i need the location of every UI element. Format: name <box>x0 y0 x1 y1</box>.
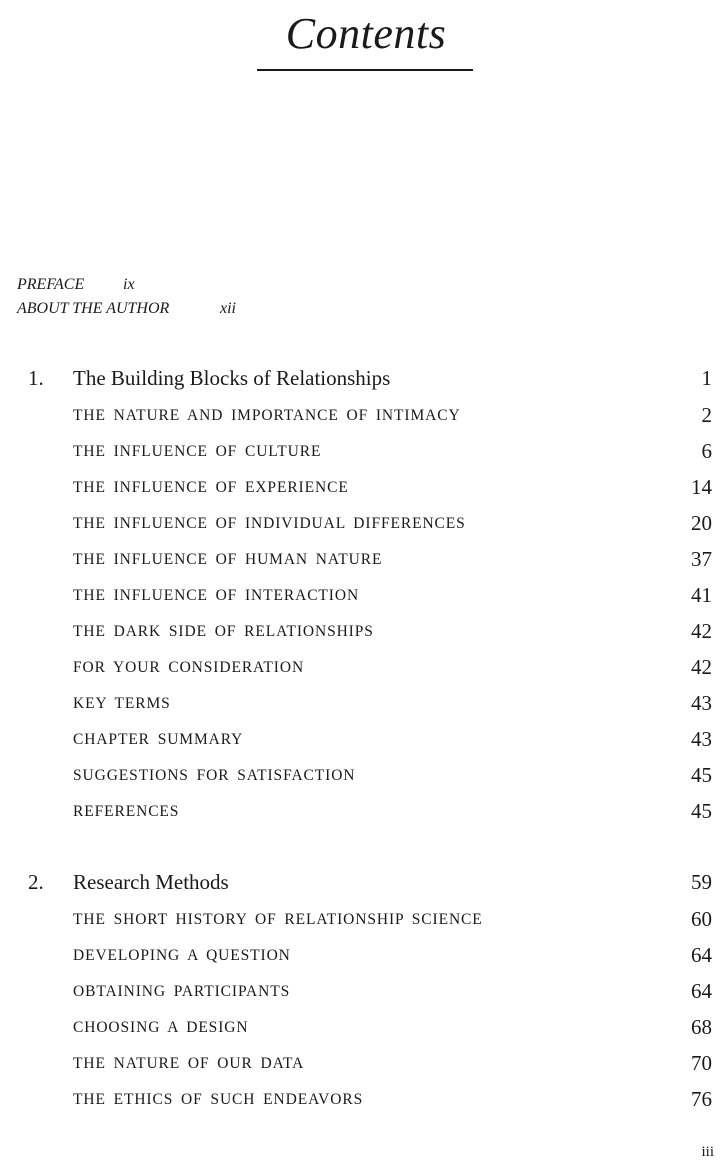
section-page: 64 <box>691 943 712 967</box>
title-underline <box>257 69 473 71</box>
chapter-title: The Building Blocks of Relationships <box>73 366 391 390</box>
section-title: KEY TERMS <box>73 695 171 712</box>
section-page: 43 <box>691 691 712 715</box>
section-title: OBTAINING PARTICIPANTS <box>73 983 291 1000</box>
chapter-page: 59 <box>691 870 712 894</box>
section-title: THE INFLUENCE OF INDIVIDUAL DIFFERENCES <box>73 515 466 532</box>
page-number: iii <box>701 1144 714 1160</box>
toc-section-entry[interactable] <box>0 1087 724 1113</box>
toc-section-entry[interactable] <box>0 1051 724 1077</box>
toc-section-entry[interactable] <box>0 727 724 753</box>
toc-section-entry[interactable] <box>0 943 724 969</box>
section-title: THE DARK SIDE OF RELATIONSHIPS <box>73 623 374 640</box>
toc-section-entry[interactable] <box>0 799 724 825</box>
section-title: CHOOSING A DESIGN <box>73 1019 249 1036</box>
toc-section-entry[interactable] <box>0 547 724 573</box>
section-title: THE INFLUENCE OF INTERACTION <box>73 587 360 604</box>
section-title: FOR YOUR CONSIDERATION <box>73 659 305 676</box>
section-page: 41 <box>691 583 712 607</box>
page-title: Contents <box>285 9 447 58</box>
toc-section-entry[interactable] <box>0 403 724 429</box>
toc-section-entry[interactable] <box>0 583 724 609</box>
section-page: 60 <box>691 907 712 931</box>
front-matter-label: ABOUT THE AUTHOR <box>17 300 170 317</box>
chapter-title: Research Methods <box>73 870 229 894</box>
section-page: 64 <box>691 979 712 1003</box>
section-page: 6 <box>701 439 712 463</box>
chapter-number: 1. <box>28 366 44 390</box>
front-matter-page: xii <box>220 300 236 317</box>
chapter-page: 1 <box>701 366 712 390</box>
section-page: 42 <box>691 655 712 679</box>
toc-section-entry[interactable] <box>0 763 724 789</box>
chapter-1-entry[interactable] <box>0 366 724 396</box>
section-page: 45 <box>691 799 712 823</box>
toc-section-entry[interactable] <box>0 619 724 645</box>
toc-section-entry[interactable] <box>0 691 724 717</box>
section-title: SUGGESTIONS FOR SATISFACTION <box>73 767 356 784</box>
section-title: REFERENCES <box>73 803 180 820</box>
section-page: 68 <box>691 1015 712 1039</box>
front-matter-preface[interactable] <box>17 276 135 294</box>
section-title: DEVELOPING A QUESTION <box>73 947 291 964</box>
section-title: THE ETHICS OF SUCH ENDEAVORS <box>73 1091 364 1108</box>
section-title: THE INFLUENCE OF EXPERIENCE <box>73 479 349 496</box>
chapter-2-entry[interactable] <box>0 870 724 900</box>
section-page: 14 <box>691 475 712 499</box>
section-page: 20 <box>691 511 712 535</box>
chapter-number: 2. <box>28 870 44 894</box>
toc-section-entry[interactable] <box>0 439 724 465</box>
toc-section-entry[interactable] <box>0 475 724 501</box>
section-page: 43 <box>691 727 712 751</box>
section-page: 37 <box>691 547 712 571</box>
toc-section-entry[interactable] <box>0 1015 724 1041</box>
front-matter-page: ix <box>123 276 135 293</box>
front-matter-label: PREFACE <box>17 276 85 293</box>
section-title: CHAPTER SUMMARY <box>73 731 244 748</box>
section-title: THE INFLUENCE OF HUMAN NATURE <box>73 551 383 568</box>
section-page: 2 <box>701 403 712 427</box>
toc-section-entry[interactable] <box>0 511 724 537</box>
toc-section-entry[interactable] <box>0 655 724 681</box>
section-title: THE SHORT HISTORY OF RELATIONSHIP SCIENCE <box>73 911 483 928</box>
section-title: THE NATURE OF OUR DATA <box>73 1055 305 1072</box>
section-title: THE INFLUENCE OF CULTURE <box>73 443 322 460</box>
section-title: THE NATURE AND IMPORTANCE OF INTIMACY <box>73 407 461 424</box>
section-page: 76 <box>691 1087 712 1111</box>
toc-section-entry[interactable] <box>0 979 724 1005</box>
section-page: 42 <box>691 619 712 643</box>
front-matter-about-the-author[interactable] <box>17 300 236 318</box>
section-page: 45 <box>691 763 712 787</box>
section-page: 70 <box>691 1051 712 1075</box>
toc-section-entry[interactable] <box>0 907 724 933</box>
